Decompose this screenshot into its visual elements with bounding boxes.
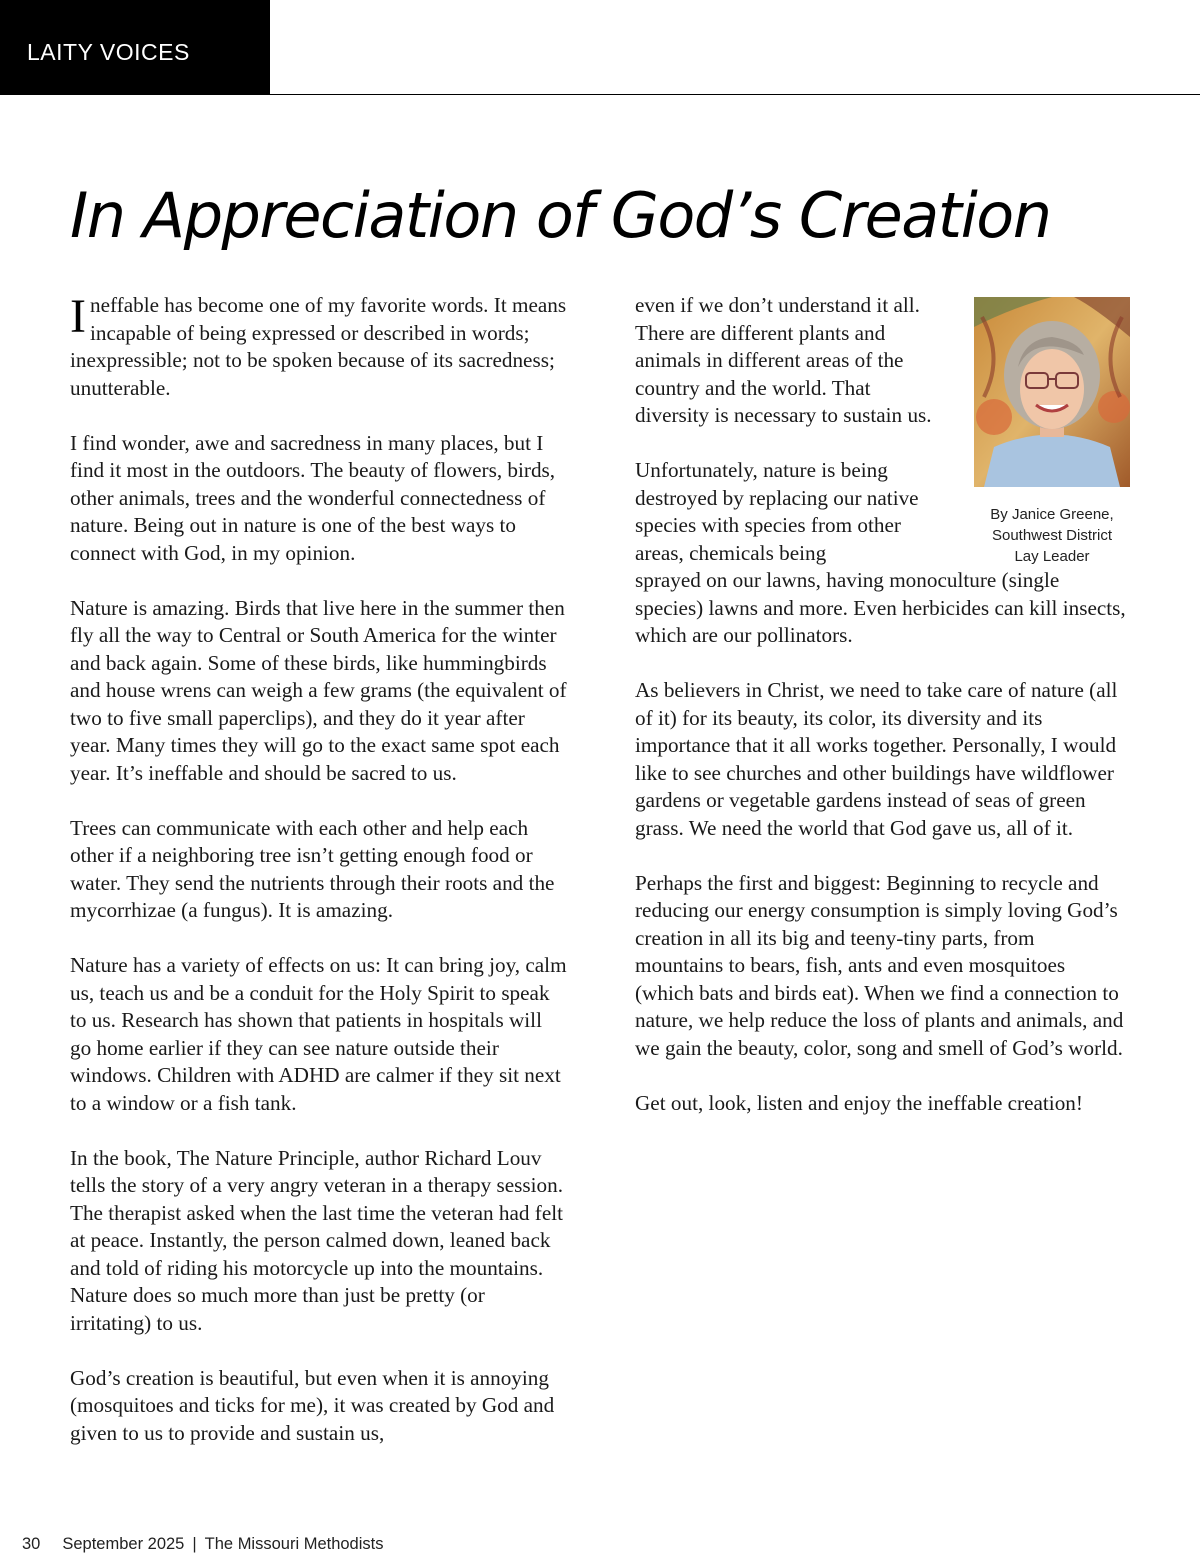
paragraph-continued: even if we don’t understand it all. There are different plants and animals in different areas of the country and the world. That diversity is necessary to sustain us. (635, 293, 932, 427)
paragraph-wrapped-part: Unfortunately, nature is being destroyed by replacing our native species with species from other areas, chemicals being (635, 458, 919, 565)
paragraph: I find wonder, awe and sacredness in many places, but I find it most in the outdoors. The beauty of flowers, birds, other animals, trees and the wonderful connectedness of nature. Being out in nature is one of the best ways to connect with God, in my opinion. (70, 430, 556, 565)
byline-district: Southwest District (991, 527, 1113, 544)
drop-cap: I (70, 290, 86, 343)
article-title: In Appreciation of God’s Creation (70, 179, 1051, 252)
intro-text: neffable has become one of my favorite words. It means incapable of being expressed or described in words; inexpressible; not to be spoken because of its sacredness; unutterable. (70, 293, 567, 400)
photo-caption (974, 504, 1130, 567)
paragraph-intro (70, 292, 568, 402)
paragraph: God’s creation is beautiful, but even when it is annoying (mosquitoes and ticks for me), it was created by God and given to us to provide and sustain us, (70, 1365, 555, 1445)
page-number: 30 (22, 1535, 41, 1553)
footer-separator: | (192, 1535, 197, 1553)
paragraph: Get out, look, listen and enjoy the ineffable creation! (635, 1090, 1083, 1115)
author-photo (974, 297, 1130, 487)
paragraph: Perhaps the first and biggest: Beginning to recycle and reducing our energy consumption is simply loving God’s creation in all its big and teeny-tiny parts, from mountains to bears, fish, ants and even mosquitoes (which bats and birds eat). When we find a connection to nature, we help reduce the loss of plants and animals, and we gain the beauty, color, song and smell of God’s world. (635, 870, 1124, 1060)
author-portrait-image (974, 297, 1130, 487)
paragraph: As believers in Christ, we need to take care of nature (all of it) for its beauty, its color, its diversity and its importance that it all works together. Personally, I would like to see churches and other buildings have wildflower gardens or vegetable gardens instead of seas of green grass. We need the world that God gave us, all of it. (635, 678, 1118, 840)
byline-role: Lay Leader (1014, 548, 1090, 565)
paragraph: Trees can communicate with each other and help each other if a neighboring tree isn’t getting enough food or water. They send the nutrients through their roots and the mycorrhizae (a fungus). It is amazing. (70, 815, 555, 922)
paragraph: In the book, The Nature Principle, author Richard Louv tells the story of a very angry veteran in a therapy session. The therapist asked when the last time the veteran had felt at peace. Instantly, the person calmed down, leaned back and told of riding his motorcycle up into the mountains. Nature does so much more than just be pretty (or irritating) to us. (70, 1145, 564, 1335)
page-footer (22, 1535, 383, 1554)
header-rule (270, 94, 1200, 95)
issue-date: September 2025 (62, 1535, 185, 1553)
section-label: LAITY VOICES (27, 39, 190, 65)
paragraph: Nature is amazing. Birds that live here in the summer then fly all the way to Central or South America for the winter and back again. Some of these birds, like hummingbirds and house wrens can weigh a few grams (the equivalent of two to five small paperclips), and they do it year after year. Many times they will go to the exact same spot each year. It’s ineffable and should be sacred to us. (70, 595, 567, 785)
paragraph: Nature has a variety of effects on us: It can bring joy, calm us, teach us and be a conduit for the Holy Spirit to speak to us. Research has shown that patients in hospitals will go home earlier if they can see nature outside their windows. Children with ADHD are calmer if they sit next to a window or a fish tank. (70, 953, 567, 1115)
section-tab (0, 0, 270, 95)
publication-name: The Missouri Methodists (204, 1535, 384, 1553)
byline-name: By Janice Greene, (990, 506, 1114, 523)
left-column (70, 292, 568, 1475)
paragraph-rest: sprayed on our lawns, having monoculture (single species) lawns and more. Even herbicides can kill insects, which are our pollinators. (635, 568, 1126, 647)
